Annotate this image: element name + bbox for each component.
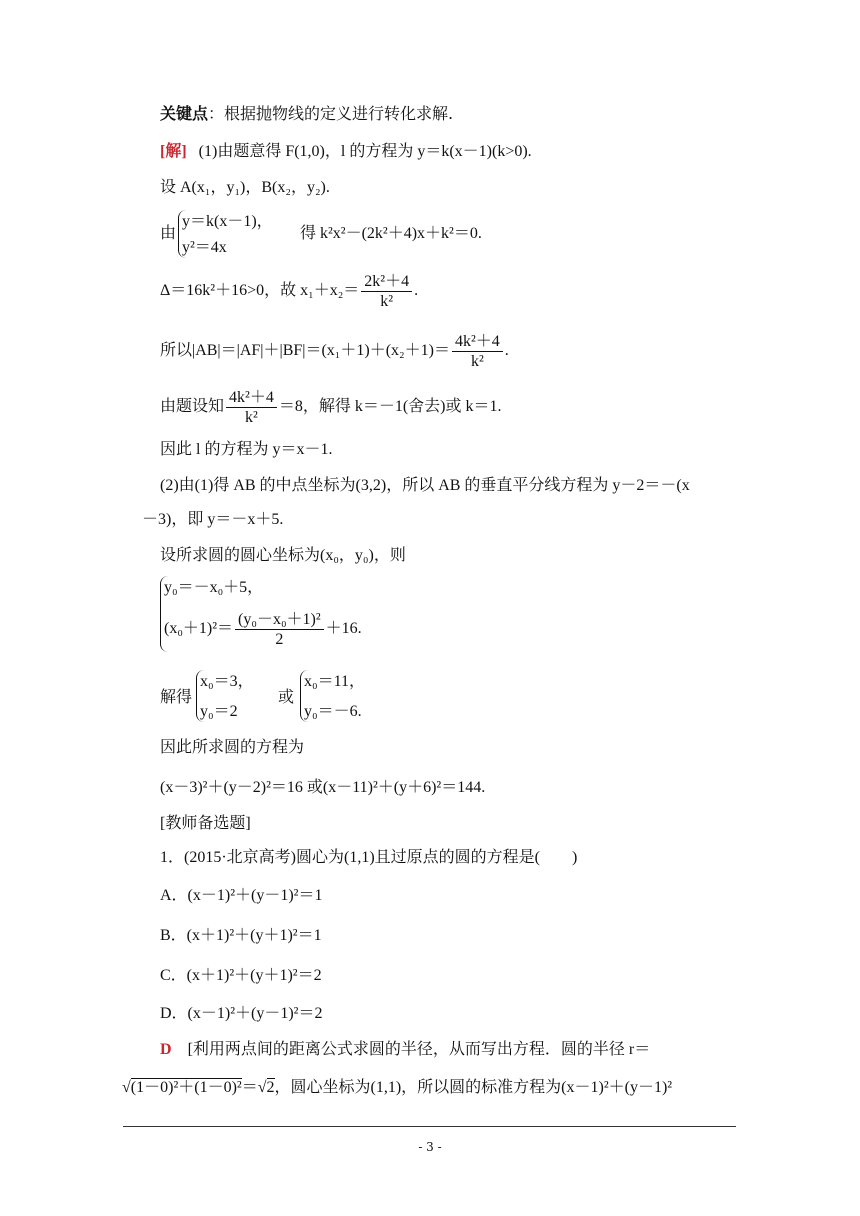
sys2-row2-post: ＋16. bbox=[325, 620, 362, 638]
line5-post: . bbox=[504, 342, 509, 360]
sys1-prefix: 由 bbox=[160, 225, 177, 242]
line6-denominator: k² bbox=[245, 409, 258, 426]
or-label: 或 bbox=[278, 689, 295, 706]
sqrt-radicand-2: 2 bbox=[266, 1079, 275, 1096]
key-point-label: 关键点 bbox=[160, 104, 209, 123]
line4-pre: Δ＝16k²＋16>0，故 x₁＋x₂＝ bbox=[160, 282, 360, 300]
sys2-row-1: y₀＝－x₀＋5， bbox=[164, 579, 264, 596]
solution-line-2: 设 A(x₁，y₁)，B(x₂，y₂). bbox=[160, 179, 330, 196]
solution-line-9: －3)，即 y＝－x＋5. bbox=[142, 511, 284, 528]
sqrt-icon-2: √ bbox=[257, 1079, 267, 1096]
line4-denominator: k² bbox=[380, 293, 394, 310]
line6-pre: 由题设知 bbox=[160, 398, 225, 416]
footer-rule bbox=[123, 1126, 736, 1127]
sqrt-radicand: (1－0)²＋(1－0)² bbox=[130, 1079, 242, 1096]
solution-line-5 bbox=[160, 332, 509, 371]
sys2-fraction bbox=[235, 610, 324, 649]
sys2-numerator: (y₀－x₀＋1)² bbox=[235, 610, 324, 630]
sys2-row-2 bbox=[164, 610, 362, 649]
solution-b-row-2: y₀＝－6. bbox=[304, 703, 362, 720]
sys2-row2-pre: (x₀＋1)²＝ bbox=[164, 620, 234, 638]
line5-numerator: 4k²＋4 bbox=[452, 332, 503, 352]
solution-a-row-1: x₀＝3， bbox=[200, 673, 254, 690]
option-d: D．(x－1)²＋(y－1)²＝2 bbox=[160, 1005, 323, 1022]
answer-line2-post: ，圆心坐标为(1,1)，所以圆的标准方程为(x－1)²＋(y－1)² bbox=[274, 1079, 673, 1096]
line5-fraction bbox=[452, 332, 503, 371]
answer-text: [利用两点间的距离公式求圆的半径，从而写出方程．圆的半径 r＝ bbox=[187, 1041, 651, 1058]
solution-text-1: (1)由题意得 F(1,0)，l 的方程为 y＝k(x－1)(k>0). bbox=[198, 143, 532, 160]
line5-denominator: k² bbox=[470, 353, 484, 370]
solution-line-13: 因此所求圆的方程为 bbox=[160, 739, 305, 756]
solution-a-row-2: y₀＝2 bbox=[200, 703, 238, 720]
solution-line-6 bbox=[160, 388, 502, 427]
line6-numerator: 4k²＋4 bbox=[226, 388, 277, 408]
solution-line-10: 设所求圆的圆心坐标为(x₀，y₀)，则 bbox=[160, 547, 406, 564]
sys1-result: 得 k²x²－(2k²＋4)x＋k²＝0. bbox=[300, 225, 482, 242]
solve-prefix: 解得 bbox=[160, 689, 193, 706]
solution-line-4 bbox=[160, 272, 418, 311]
answer-line-1 bbox=[160, 1040, 650, 1060]
sys1-row-2: y²＝4x bbox=[182, 239, 227, 256]
question-1: 1．(2015·北京高考)圆心为(1,1)且过原点的圆的方程是( ) bbox=[160, 849, 578, 866]
line6-fraction bbox=[226, 388, 277, 427]
option-a: A．(x－1)²＋(y－1)²＝1 bbox=[160, 887, 323, 904]
final-equation: (x－3)²＋(y－2)²＝16 或(x－11)²＋(y＋6)²＝144. bbox=[160, 779, 486, 796]
line4-numerator: 2k²＋4 bbox=[361, 272, 412, 292]
solution-line-7: 因此 l 的方程为 y＝x－1. bbox=[160, 441, 333, 458]
line4-fraction bbox=[361, 272, 412, 311]
key-point-text: ：根据抛物线的定义进行转化求解. bbox=[208, 104, 454, 123]
solution-b-row-1: x₀＝11， bbox=[304, 673, 365, 690]
line4-post: . bbox=[414, 282, 419, 300]
option-c: C．(x＋1)²＋(y＋1)²＝2 bbox=[160, 967, 322, 984]
solution-tag: [解] bbox=[160, 143, 187, 160]
answer-eq: ＝ bbox=[241, 1079, 258, 1096]
line5-pre: 所以|AB|＝|AF|＋|BF|＝(x₁＋1)＋(x₂＋1)＝ bbox=[160, 342, 450, 360]
option-b: B．(x＋1)²＋(y＋1)²＝1 bbox=[160, 927, 322, 944]
teacher-section-title: [教师备选题] bbox=[160, 815, 251, 832]
sys2-denominator: 2 bbox=[275, 631, 284, 648]
line6-post: ＝8，解得 k＝－1(舍去)或 k＝1. bbox=[278, 398, 502, 416]
key-point-line bbox=[160, 104, 453, 124]
answer-letter: D bbox=[160, 1041, 172, 1058]
solution-line-1 bbox=[160, 142, 532, 162]
sqrt-icon: √ bbox=[122, 1079, 131, 1096]
answer-line-2 bbox=[122, 1078, 672, 1098]
sys1-row-1: y＝k(x－1)， bbox=[182, 213, 273, 230]
solution-line-8: (2)由(1)得 AB 的中点坐标为(3,2)，所以 AB 的垂直平分线方程为 y－2＝－(x bbox=[160, 477, 690, 494]
page-number: - 3 - bbox=[418, 1140, 442, 1154]
